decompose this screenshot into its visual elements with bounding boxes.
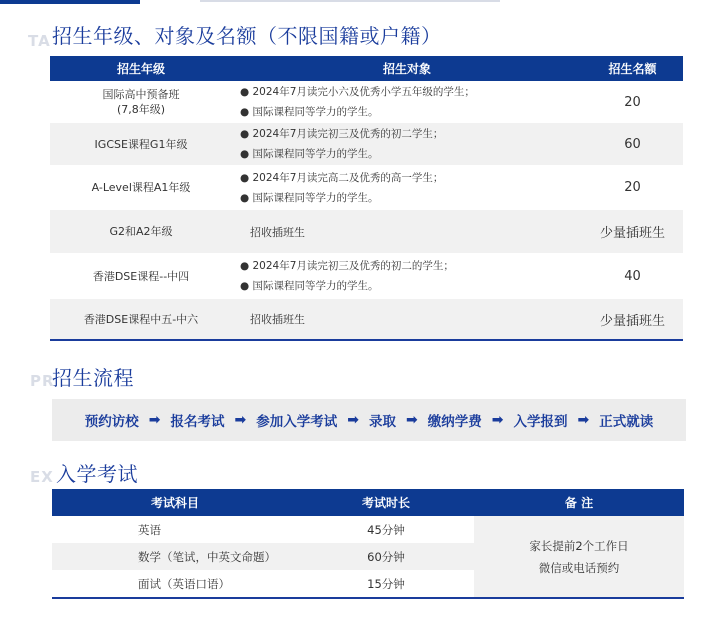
header-target: 招生对象 [232,56,582,81]
arrow-right-icon: ➡ [491,412,504,428]
quota-cell: 20 [582,81,683,123]
arrow-right-icon: ➡ [577,412,590,428]
table-row [50,165,683,210]
duration-cell: 60分钟 [298,543,474,570]
target-item: ● 国际课程同等学力的学生。 [240,148,379,160]
note-line: 微信或电话预约 [538,560,620,575]
top-accent-bar [0,0,140,4]
quota-cell: 20 [582,165,683,210]
arrow-right-icon: ➡ [234,412,247,428]
exam-table-header [52,489,684,516]
table-row [52,516,684,543]
top-decoration [0,0,714,4]
grade-cell: IGCSE课程G1年级 [50,123,232,165]
target-plain: 招收插班生 [250,313,305,326]
admission-table-header [50,56,683,81]
header-grade: 招生年级 [50,56,232,81]
exam-table [52,489,684,599]
target-cell [232,253,582,299]
admission-section-title: 招生年级、对象及名额（不限国籍或户籍） [52,24,442,48]
flow-step: 预约访校 [84,414,139,430]
flow-step: 入学报到 [513,414,568,430]
target-item: ● 国际课程同等学力的学生。 [240,280,379,292]
target-plain: 招收插班生 [250,225,305,239]
header-quota: 招生名额 [582,56,683,81]
flow-step: 参加入学考试 [256,414,338,430]
target-item: ● 2024年7月读完初三及优秀的初二的学生； [240,260,454,272]
grade-cell: G2和A2年级 [50,210,232,253]
target-cell [232,165,582,210]
subject-cell: 数学（笔试，中英文命题） [52,543,298,570]
flow-step: 报名考试 [170,414,225,430]
target-item: ● 国际课程同等学力的学生。 [240,106,379,118]
flow-step: 缴纳学费 [427,414,482,430]
header-note: 备 注 [474,489,684,516]
duration-cell: 45分钟 [298,516,474,543]
grade-subtitle: (7,8年级) [116,103,166,116]
table-row [50,81,683,123]
subject-cell: 面试（英语口语） [52,570,298,598]
grade-cell: 香港DSE课程--中四 [50,253,232,299]
target-cell [232,299,582,340]
target-item: ● 国际课程同等学力的学生。 [240,191,379,204]
subject-cell: 英语 [52,516,298,543]
quota-cell: 少量插班生 [582,299,683,340]
quota-cell: 60 [582,123,683,165]
header-duration: 考试时长 [298,489,474,516]
table-row [50,253,683,299]
arrow-right-icon: ➡ [148,412,161,428]
target-cell [232,123,582,165]
table-row [50,299,683,340]
table-row [50,210,683,253]
flow-step: 录取 [369,414,396,430]
grade-name: 国际高中预备班 [102,88,180,101]
target-item: ● 2024年7月读完高二及优秀的高一学生； [240,171,444,184]
admission-table [50,56,683,341]
exam-section-title: 入学考试 [56,462,138,486]
table-row [50,123,683,165]
arrow-right-icon: ➡ [406,412,418,428]
flow-step: 正式就读 [599,414,654,430]
section-ghost-text: PR [30,372,55,390]
target-item: ● 2024年7月读完初三及优秀的初二学生； [240,128,444,140]
target-cell [232,210,582,253]
quota-cell: 40 [582,253,683,299]
header-subject: 考试科目 [52,489,298,516]
section-ghost-text: EX [30,468,54,486]
note-cell [474,516,684,598]
grade-cell [50,81,232,123]
note-line: 家长提前2个工作日 [529,538,629,553]
target-item: ● 2024年7月读完小六及优秀小学五年级的学生； [240,86,475,98]
quota-cell: 少量插班生 [582,210,683,253]
grade-cell: 香港DSE课程中五-中六 [50,299,232,340]
top-divider [200,0,500,2]
duration-cell: 15分钟 [298,570,474,598]
admission-process-flow [52,399,686,441]
arrow-right-icon: ➡ [347,412,359,428]
process-section-title: 招生流程 [52,366,134,390]
section-ghost-text: TA [28,32,51,50]
grade-cell: A-Level课程A1年级 [50,165,232,210]
target-cell [232,81,582,123]
